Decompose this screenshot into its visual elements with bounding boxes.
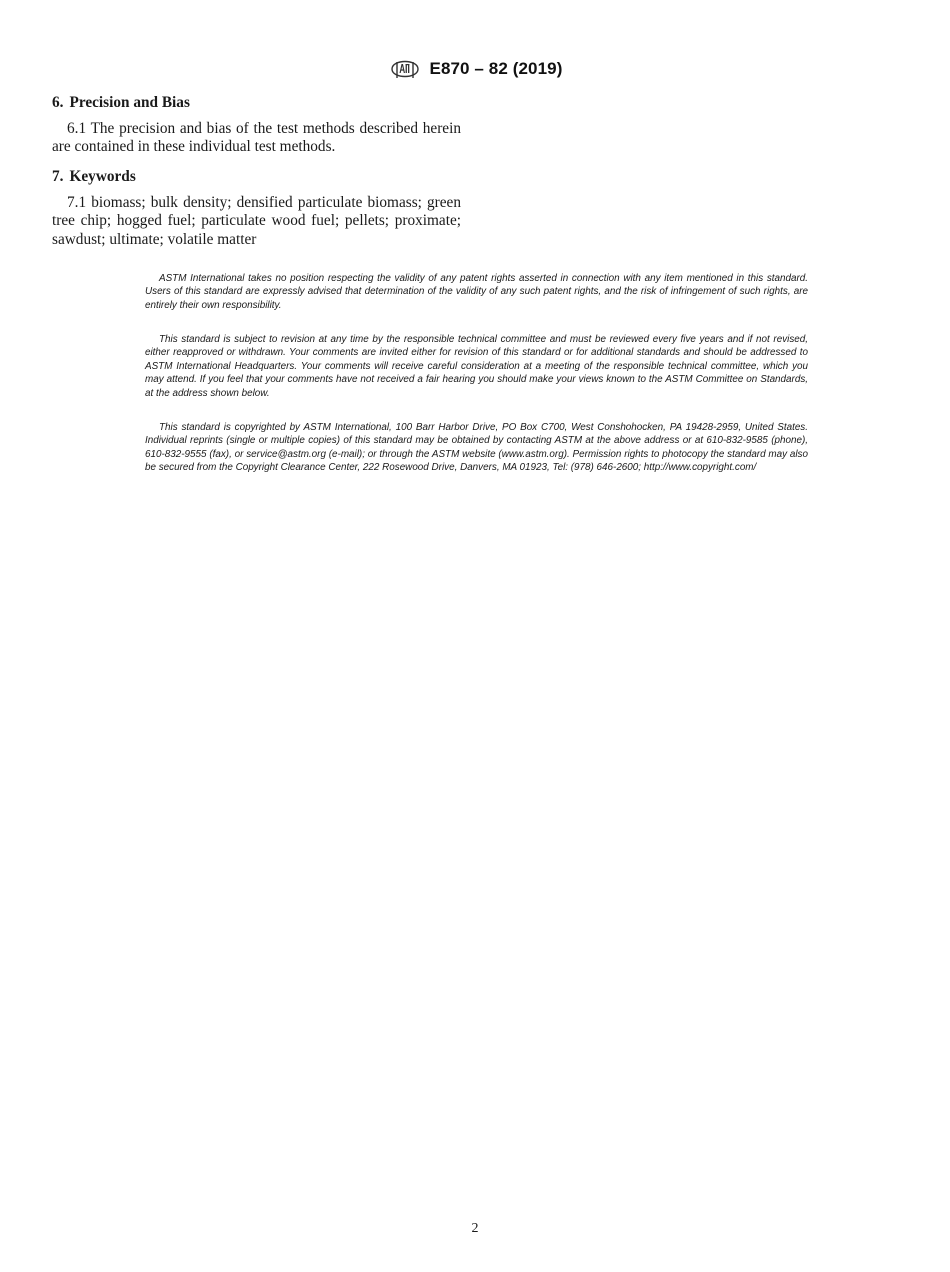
designation-title: E870 – 82 (2019) — [429, 59, 563, 78]
section-title: Keywords — [69, 168, 136, 185]
revision-notice: This standard is subject to revision at any time by the responsible technical committee and must be reviewed every five years and if not revised, either reapproved or withdrawn. Your comments are invited either for revision of this standard or for additional standards and should be addressed to ASTM International Headquarters. Your comments will receive careful consideration at a meeting of the responsible technical committee, which you may attend. If you feel that your comments have not received a fair hearing you should make your views known to the ASTM Committee on Standards, at the address shown below. — [145, 334, 808, 399]
astm-logo-icon — [388, 53, 422, 85]
copyright-notice: This standard is copyrighted by ASTM International, 100 Barr Harbor Drive, PO Box C700, West Conshohocken, PA 19428-2959, United States. Individual reprints (single or multiple copies) of this standard may be obtained by contacting ASTM at the above address or at 610-832-9585 (phone), 610-832-9555 (fax), or service@astm.org (e-mail); or through the ASTM website (www.astm.org). Permission rights to photocopy the standard may also be secured from the Copyright Clearance Center, 222 Rosewood Drive, Danvers, MA 01923, Tel: (978) 646-2600; http://www.copyright.com/ — [145, 422, 808, 474]
patent-notice: ASTM International takes no position respecting the validity of any patent rights asserted in connection with any item mentioned in this standard. Users of this standard are expressly advised that determination of the validity of any such patent rights, and the risk of infringement of such rights, are entirely their own responsibility. — [145, 273, 808, 311]
section-paragraph: 6.1 The precision and bias of the test methods described herein are contained in these individual test methods. — [52, 119, 461, 156]
header-inner — [388, 53, 563, 85]
section-keywords — [52, 168, 461, 249]
section-title: Precision and Bias — [69, 94, 190, 111]
section-paragraph: 7.1 biomass; bulk density; densified particulate biomass; green tree chip; hogged fuel; particulate wood fuel; pellets; proximate; sawdust; ultimate; volatile matter — [52, 193, 461, 248]
section-number: 7. — [52, 168, 64, 185]
section-number: 6. — [52, 94, 64, 111]
section-heading — [52, 168, 461, 187]
section-heading — [52, 94, 461, 113]
page-header — [0, 52, 950, 86]
page-number: 2 — [471, 1221, 479, 1236]
section-precision-and-bias — [52, 94, 461, 157]
